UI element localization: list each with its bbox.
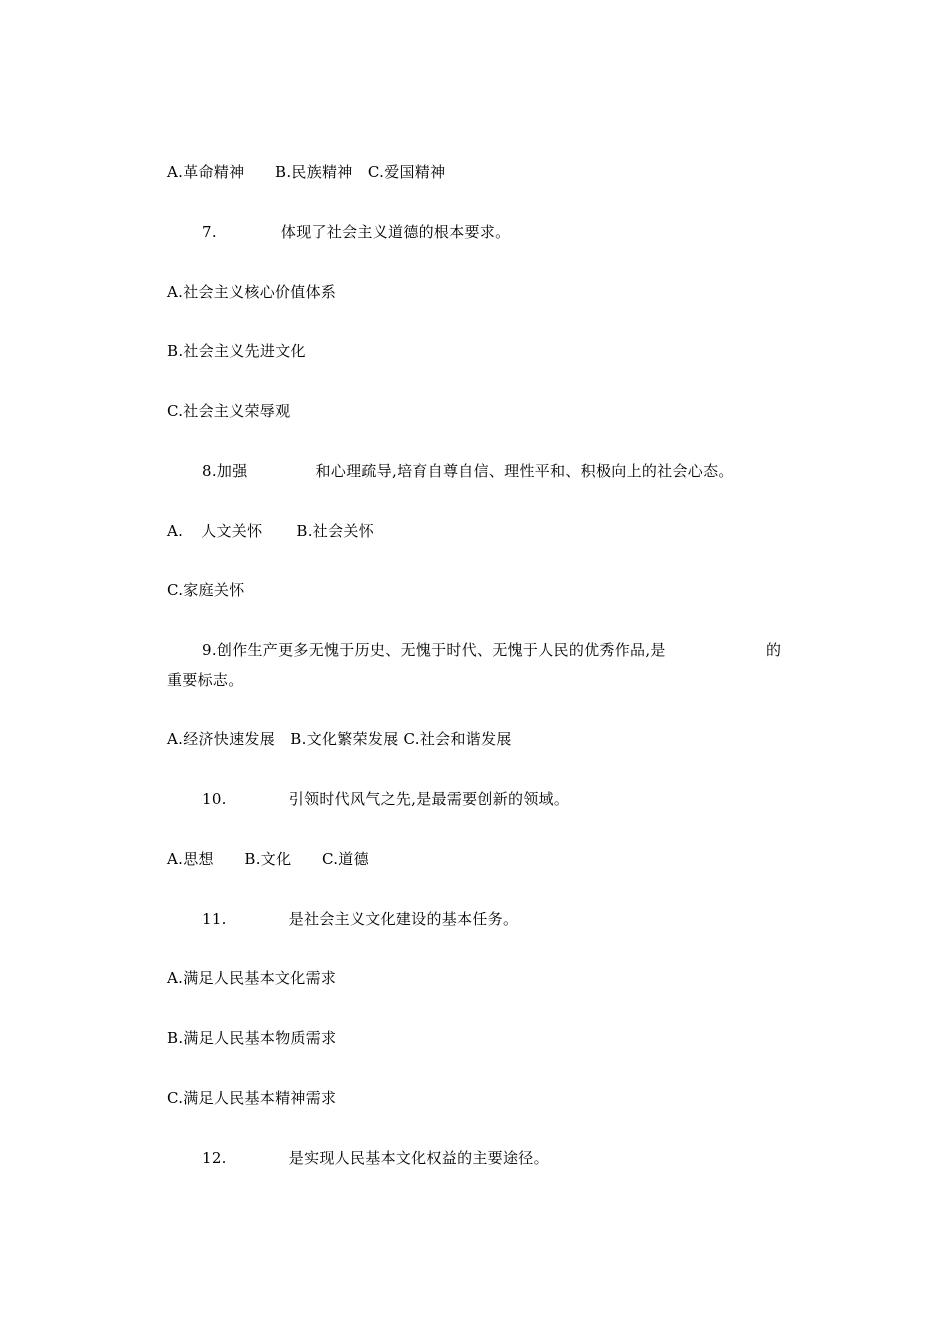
- q9-question-line1: [202, 640, 666, 660]
- q8-question: [202, 461, 734, 481]
- q11-number: 11.: [202, 910, 227, 928]
- q11-option-c: C.满足人民基本精神需求: [167, 1089, 337, 1107]
- q11-option-a: A.满足人民基本文化需求: [167, 969, 337, 987]
- q8-option-c: C.家庭关怀: [167, 581, 245, 599]
- q10-options: A.思想 B.文化 C.道德: [167, 850, 369, 868]
- q8-stem: 和心理疏导,培育自尊自信、理性平和、积极向上的社会心态。: [315, 462, 734, 480]
- q10-number: 10.: [202, 790, 227, 808]
- q8-option-b: B.社会关怀: [296, 522, 374, 540]
- q6-options: A.革命精神 B.民族精神 C.爱国精神: [167, 163, 446, 181]
- q8-options-ab: [167, 521, 374, 541]
- q9-question-line2: 重要标志。: [167, 671, 244, 689]
- q9-stem-line1-end: 的: [766, 641, 782, 659]
- q7-stem: 体现了社会主义道德的根本要求。: [280, 223, 511, 241]
- q8-option-a-text: 人文关怀: [201, 522, 263, 540]
- q8-prefix: 8.加强: [202, 462, 248, 480]
- q10-stem: 引领时代风气之先,是最需要创新的领域。: [288, 790, 570, 808]
- q12-question: [202, 1148, 549, 1168]
- q7-option-c: C.社会主义荣辱观: [167, 402, 291, 420]
- q9-options: A.经济快速发展 B.文化繁荣发展 C.社会和谐发展: [167, 730, 512, 748]
- q11-stem: 是社会主义文化建设的基本任务。: [288, 910, 519, 928]
- q10-question: [202, 789, 569, 809]
- q9-stem-line1: 9.创作生产更多无愧于历史、无愧于时代、无愧于人民的优秀作品,是: [202, 641, 666, 659]
- q11-option-b: B.满足人民基本物质需求: [167, 1029, 337, 1047]
- q7-option-b: B.社会主义先进文化: [167, 342, 306, 360]
- q8-option-a-letter: A.: [167, 522, 184, 540]
- q7-question: [202, 222, 510, 242]
- q7-option-a: A.社会主义核心价值体系: [167, 283, 337, 301]
- q12-number: 12.: [202, 1149, 227, 1167]
- q12-stem: 是实现人民基本文化权益的主要途径。: [288, 1149, 549, 1167]
- q11-question: [202, 909, 518, 929]
- q7-number: 7.: [202, 223, 217, 241]
